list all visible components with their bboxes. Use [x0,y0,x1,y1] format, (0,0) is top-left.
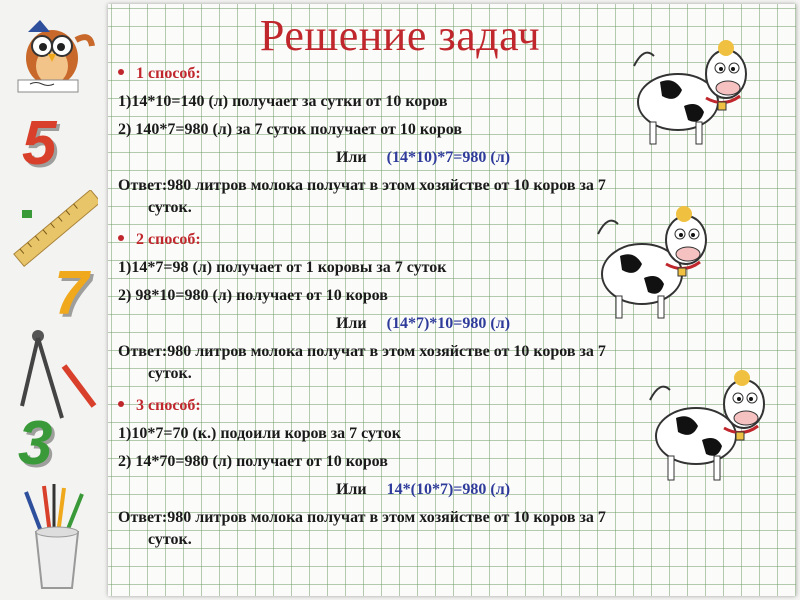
method-3-answer-cont: суток. [148,531,192,548]
method-2-alternative: Или (14*7)*10=980 (л) [335,315,511,332]
method-3-step-1: 1)10*7=70 (к.) подоили коров за 7 суток [118,425,401,442]
cow-icon [646,360,770,486]
left-decor-strip [0,0,108,600]
method-1-step-2: 2) 140*7=980 (л) за 7 суток получает от 10 коров [118,121,463,138]
bullet-icon [118,69,124,75]
method-3-alternative: Или 14*(10*7)=980 (л) [335,481,511,498]
method-2-heading: 2 способ: [118,230,201,250]
method-1-heading: 1 способ: [118,64,201,84]
method-2-formula: (14*7)*10=980 (л) [386,315,511,332]
method-1-answer: Ответ:980 литров молока получат в этом хозяйстве от 10 коров за 7 [118,177,606,194]
method-2-answer-cont: суток. [148,365,192,382]
method-2-step-1: 1)14*7=98 (л) получает от 1 коровы за 7 суток [118,259,447,276]
bullet-icon [118,401,124,407]
digit-three: 3 [18,409,53,478]
cow-icon [594,194,718,324]
method-1-step-1: 1)14*10=140 (л) получает за сутки от 10 коров [118,93,448,110]
method-1-alternative: Или (14*10)*7=980 (л) [335,149,511,166]
digit-five: 5 [22,109,57,178]
method-1-answer-cont: суток. [148,199,192,216]
method-1-formula: (14*10)*7=980 (л) [386,149,511,166]
page-title: Решение задач [259,11,541,60]
bullet-icon [118,235,124,241]
method-2-step-2: 2) 98*10=980 (л) получает от 10 коров [118,287,388,304]
method-3-formula: 14*(10*7)=980 (л) [386,481,511,498]
method-2-answer: Ответ:980 литров молока получат в этом хозяйстве от 10 коров за 7 [118,343,606,360]
method-3-answer: Ответ:980 литров молока получат в этом хозяйстве от 10 коров за 7 [118,509,606,526]
method-3-step-2: 2) 14*70=980 (л) получает от 10 коров [118,453,388,470]
digit-seven: 7 [54,259,89,328]
method-3-heading: 3 способ: [118,396,201,416]
